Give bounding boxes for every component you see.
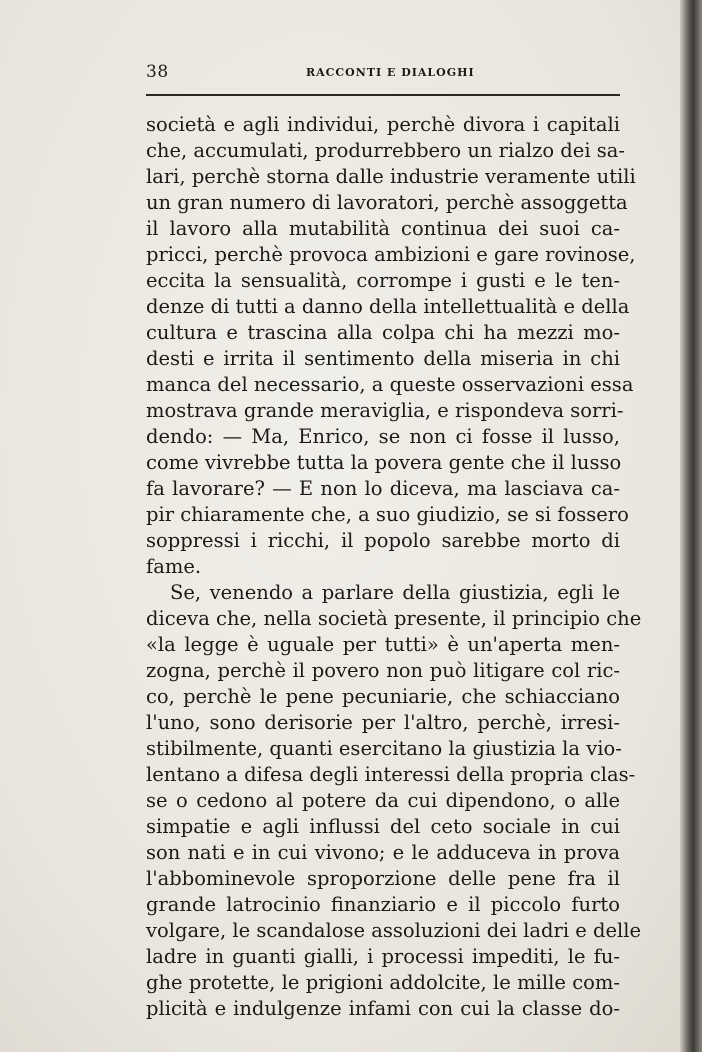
text-line: soppressi i ricchi, il popolo sarebbe morto di	[146, 529, 620, 552]
text-line: dendo: — Ma, Enrico, se non ci fosse il lusso,	[146, 425, 620, 448]
text-line: lari, perchè storna dalle industrie veramente utili	[146, 165, 636, 188]
text-line: co, perchè le pene pecuniarie, che schiacciano	[146, 685, 620, 708]
text-line: plicità e indulgenze infami con cui la classe do-	[146, 997, 620, 1020]
text-line: che, accumulati, produrrebbero un rialzo dei sa-	[146, 139, 625, 162]
text-line: zogna, perchè il povero non può litigare col ric-	[146, 659, 620, 682]
text-line: se o cedono al potere da cui dipendono, o alle	[146, 789, 620, 812]
text-line: denze di tutti a danno della intellettualità e della	[146, 295, 630, 318]
text-line: un gran numero di lavoratori, perchè assoggetta	[146, 191, 628, 214]
text-line: diceva che, nella società presente, il principio che	[146, 607, 642, 630]
text-line: pricci, perchè provoca ambizioni e gare rovinose,	[146, 243, 636, 266]
text-line: volgare, le scandalose assoluzioni dei ladri e delle	[146, 919, 642, 942]
text-line: fame.	[146, 555, 202, 578]
text-line: simpatie e agli influssi del ceto sociale in cui	[146, 815, 620, 838]
text-line: stibilmente, quanti esercitano la giustizia la vio-	[146, 737, 622, 760]
text-line: ladre in guanti gialli, i processi impediti, le fu-	[146, 945, 620, 968]
text-line: società e agli individui, perchè divora i capitali	[146, 113, 620, 136]
paragraph-first-line: Se, venendo a parlare della giustizia, egli le	[170, 581, 620, 604]
text-line: pir chiaramente che, a suo giudizio, se si fossero	[146, 503, 629, 526]
text-line: grande latrocinio finanziario e il piccolo furto	[146, 893, 620, 916]
running-title: RACCONTI E DIALOGHI	[306, 66, 475, 79]
text-line: son nati e in cui vivono; e le adduceva in prova	[146, 841, 620, 864]
page-header	[146, 58, 620, 88]
text-line: fa lavorare? — E non lo diceva, ma lasciava ca-	[146, 477, 620, 500]
text-line: mostrava grande meraviglia, e rispondeva sorri-	[146, 399, 624, 422]
text-line: eccita la sensualità, corrompe i gusti e le ten-	[146, 269, 620, 292]
text-line: cultura e trascina alla colpa chi ha mezzi mo-	[146, 321, 620, 344]
text-line: l'uno, sono derisorie per l'altro, perchè, irresi-	[146, 711, 620, 734]
page-edge-shadow	[680, 0, 702, 1052]
text-line: ghe protette, le prigioni addolcite, le mille com-	[146, 971, 620, 994]
text-line: l'abbominevole sproporzione delle pene fra il	[146, 867, 620, 890]
text-line: lentano a difesa degli interessi della propria clas-	[146, 763, 636, 786]
page-number: 38	[146, 62, 169, 82]
text-line: «la legge è uguale per tutti» è un'aperta men-	[146, 633, 620, 656]
text-line: desti e irrita il sentimento della miseria in chi	[146, 347, 620, 370]
text-line: il lavoro alla mutabilità continua dei suoi ca-	[146, 217, 620, 240]
text-line: manca del necessario, a queste osservazioni essa	[146, 373, 634, 396]
text-line: come vivrebbe tutta la povera gente che il lusso	[146, 451, 622, 474]
header-rule	[146, 94, 620, 96]
